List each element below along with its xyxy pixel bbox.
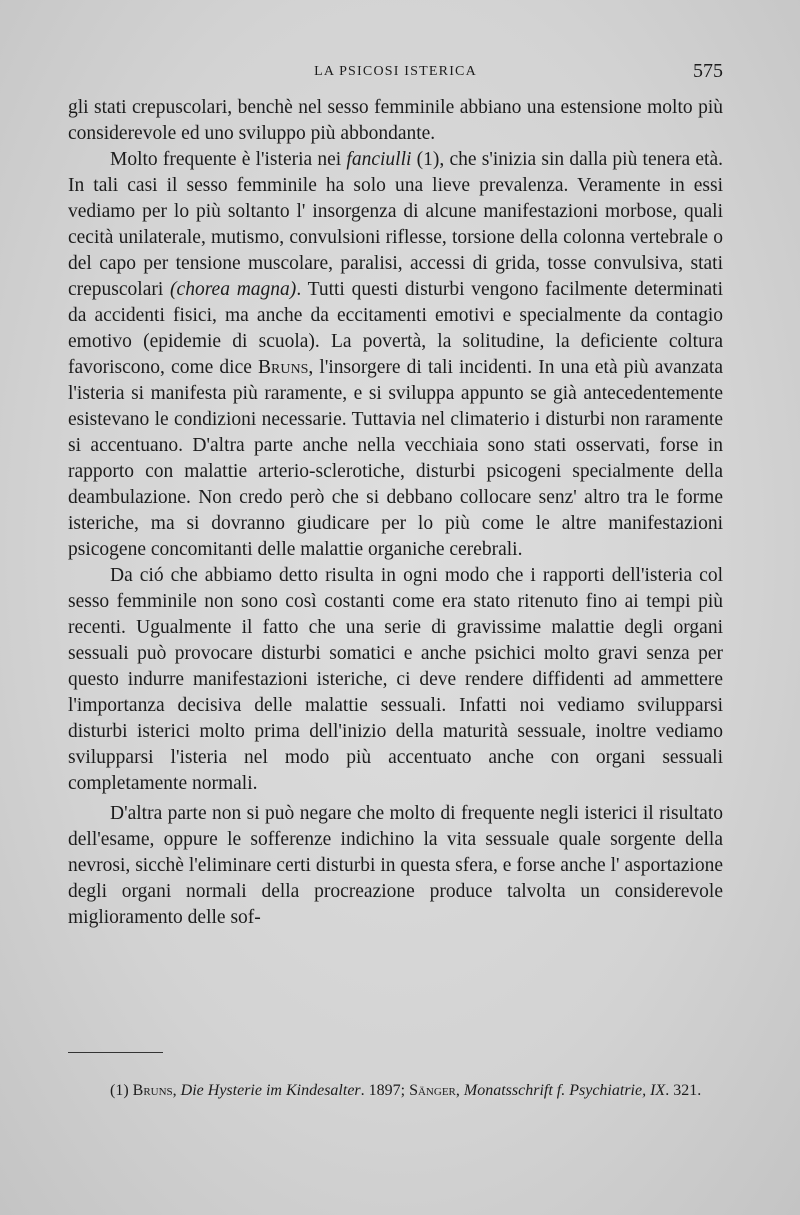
author-bruns: Bruns (258, 357, 309, 378)
footnote-title-hysterie: Die Hysterie im Kindesalter (180, 1082, 361, 1099)
emphasis-fanciulli: fanciulli (346, 149, 412, 170)
running-title: LA PSICOSI ISTERICA (314, 64, 477, 79)
paragraph-3: Da ció che abbiamo detto risulta in ogni modo che i rapporti dell'isteria col sesso femminile non sono così costanti come era stato ritenuto fino ai tempi più recenti. Ugualmente il fatto che una serie di gravissime malattie degli organi sessuali può provocare disturbi somatici e anche psichici molto gravi senza per questo indurre manifestazioni isteriche, ci deve rendere diffidenti ad ammettere l'importanza decisiva delle malattie sessuali. Infatti noi vediamo svilupparsi disturbi isterici molto prima dell'inizio della maturità sessuale, inoltre vediamo svilupparsi l'isteria nel modo più accentuato anche con organi sessuali completamente normali. (68, 565, 723, 794)
emphasis-chorea-magna: (chorea magna) (170, 279, 297, 300)
footnote-author-sanger: Sänger (409, 1082, 456, 1099)
paragraph-1: gli stati crepuscolari, benchè nel sesso femminile abbiano una estensione molto più considerevole ed uno sviluppo più abbondante. (68, 97, 723, 144)
main-text (68, 95, 723, 931)
footnote: (1) Bruns, Die Hysterie im Kindesalter. 1897; Sänger, Monatsschrift f. Psychiatrie, IX. 321. (68, 1080, 723, 1102)
footnote-marker: (1) (110, 1082, 133, 1099)
footnote-title-monatsschrift: Monatsschrift f. Psychiatrie, IX (463, 1082, 666, 1099)
footnote-author-bruns: Bruns (132, 1082, 173, 1099)
page-number: 575 (693, 60, 723, 82)
page-header (68, 60, 723, 88)
paragraph-2: Molto frequente è l'isteria nei fanciulli (1), che s'inizia sin dalla più tenera età. In tali casi il sesso femminile ha solo una lieve prevalenza. Veramente in essi vediamo per lo più soltanto l' insorgenza di alcune manifestazioni morbose, quali cecità unilaterale, mutismo, convulsioni riflesse, torsione della colonna vertebrale o del capo per tensione muscolare, paralisi, accessi di grida, tosse convulsiva, stati crepuscolari (chorea magna). Tutti questi disturbi vengono facilmente determinati da accidenti fisici, ma anche da eccitamenti emotivi e specialmente da contagio emotivo (epidemie di scuola). La povertà, la solitudine, la deficiente coltura favoriscono, come dice Bruns, l'insorgere di tali incidenti. In una età più avanzata l'isteria si manifesta più raramente, e si sviluppa appunto se già antecedentemente esistevano le condizioni necessarie. Tuttavia nel climaterio i disturbi non raramente si accentuano. D'altra parte anche nella vecchiaia sono stati osservati, forse in rapporto con malattie arterio-sclerotiche, disturbi psicogeni specialmente della deambulazione. Non credo però che si debbano collocare senz' altro tra le forme isteriche, ma si dovranno giudicare per lo più come le altre manifestazioni psicogene concomitanti delle malattie organiche cerebrali. (68, 149, 724, 560)
footnote-divider (68, 1052, 163, 1053)
paragraph-4: D'altra parte non si può negare che molto di frequente negli isterici il risultato dell'esame, oppure le sofferenze indichino la vita sessuale quale sorgente della nevrosi, sicchè l'eliminare certi disturbi in questa sfera, e forse anche l' asportazione degli organi normali della procreazione produce talvolta un considerevole miglioramento delle sof- (68, 803, 723, 928)
